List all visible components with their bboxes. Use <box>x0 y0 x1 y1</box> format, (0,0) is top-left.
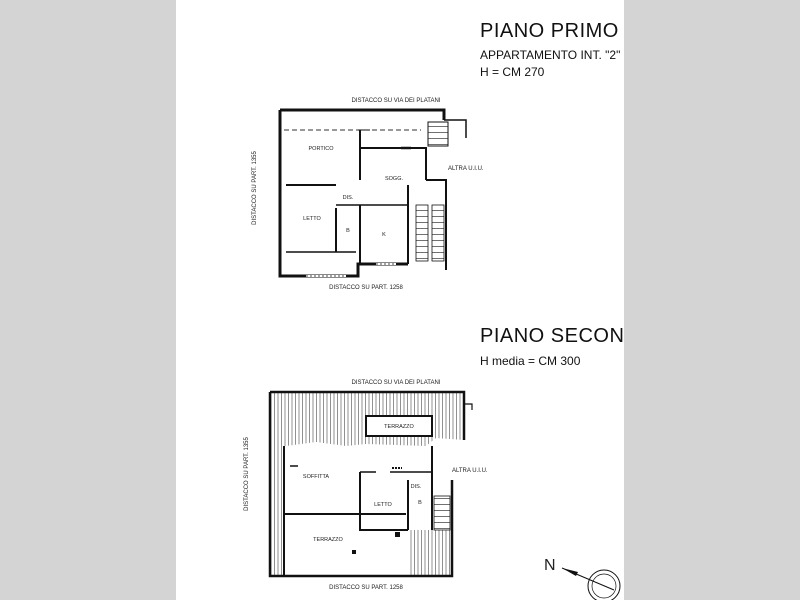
floor1-entrance-stair <box>428 122 448 146</box>
floor-plan-sheet <box>176 0 624 600</box>
floor1-room-cucina: K <box>382 232 386 238</box>
floor2-plan <box>244 380 488 591</box>
floor2-height: H media = CM 300 <box>480 354 581 368</box>
floor2-boundary-left: DISTACCO SU PART. 1355 <box>244 437 250 511</box>
floor1-height: H = CM 270 <box>480 65 545 79</box>
floor1-plan <box>252 98 484 291</box>
floor2-roof-left <box>270 446 284 576</box>
north-label: N <box>544 557 556 574</box>
floor-plans-drawing <box>176 0 624 600</box>
floor1-stair-flight-b <box>432 205 444 261</box>
north-arrow-icon <box>544 557 620 600</box>
floor2-room-terrazzo-top: TERRAZZO <box>384 424 414 430</box>
floor2-stair <box>434 496 450 530</box>
floor2-room-disimpegno: DIS. <box>410 484 422 490</box>
floor1-room-letto: LETTO <box>303 216 321 222</box>
floor1-subtitle: APPARTAMENTO INT. "2" <box>480 48 621 62</box>
floor2-roof-right <box>408 530 452 576</box>
floor2-boundary-top: DISTACCO SU VIA DEI PLATANI <box>351 380 441 386</box>
floor1-boundary-left: DISTACCO SU PART. 1355 <box>252 151 258 225</box>
floor2-room-soffitta: SOFFITTA <box>302 474 330 480</box>
floor2-room-bagno: B <box>418 500 422 506</box>
floor1-room-bagno: B <box>346 228 350 234</box>
floor1-title: PIANO PRIMO <box>480 20 619 42</box>
floor2-room-letto: LETTO <box>374 502 392 508</box>
floor2-wall-letto <box>360 472 408 530</box>
floor2-title: PIANO SECON <box>480 325 624 347</box>
floor1-stair-flight-a <box>416 205 428 261</box>
floor1-boundary-bottom: DISTACCO SU PART. 1258 <box>329 285 403 291</box>
floor1-room-soggiorno: SOGG. <box>384 176 404 182</box>
floor1-neighbor-label: ALTRA U.I.U. <box>448 166 484 172</box>
floor2-boundary-bottom: DISTACCO SU PART. 1258 <box>329 585 403 591</box>
floor2-neighbor-label: ALTRA U.I.U. <box>452 468 488 474</box>
floor1-room-disimpegno: DIS. <box>342 195 354 201</box>
floor2-room-terrazzo-bottom: TERRAZZO <box>313 537 343 543</box>
floor1-boundary-top: DISTACCO SU VIA DEI PLATANI <box>351 98 441 104</box>
floor1-room-portico: PORTICO <box>308 146 334 152</box>
